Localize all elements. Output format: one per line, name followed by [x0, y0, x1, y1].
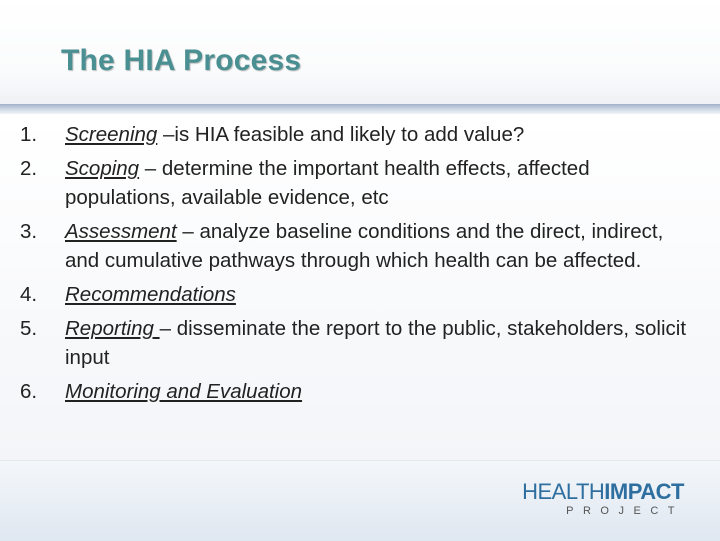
logo-word-impact: IMPACT — [604, 479, 684, 504]
step-number: 1. — [20, 123, 38, 146]
step-name: Recommendations — [65, 283, 236, 306]
logo-word-health: HEALTH — [522, 479, 605, 504]
process-step — [20, 280, 700, 309]
header-divider — [0, 104, 720, 114]
step-name: Monitoring and Evaluation — [65, 380, 303, 403]
step-description: – disseminate the report to the public, stakeholders, solicit input — [65, 317, 687, 369]
step-name: Assessment — [65, 220, 177, 243]
process-step — [20, 154, 700, 212]
process-step — [20, 377, 700, 406]
step-name: Scoping — [65, 157, 140, 180]
logo-subtitle: PROJECT — [566, 505, 684, 517]
process-steps-list — [20, 120, 700, 411]
logo-wordmark — [522, 480, 684, 504]
step-number: 3. — [20, 220, 38, 243]
step-description: – analyze baseline conditions and the direct, indirect, and cumulative pathways through which health can be affected. — [65, 220, 664, 272]
process-step — [20, 217, 700, 275]
step-number: 4. — [20, 283, 38, 306]
step-description: –is HIA feasible and likely to add value? — [157, 123, 525, 146]
health-impact-project-logo — [484, 480, 684, 520]
process-step — [20, 314, 700, 372]
step-number: 6. — [20, 380, 38, 403]
slide-title: The HIA Process — [61, 44, 302, 77]
process-step — [20, 120, 700, 149]
step-name: Screening — [65, 123, 158, 146]
step-number: 5. — [20, 317, 38, 340]
step-name: Reporting — [65, 317, 160, 340]
step-number: 2. — [20, 157, 38, 180]
step-description: – determine the important health effects, affected populations, available evidence, etc — [65, 157, 590, 209]
